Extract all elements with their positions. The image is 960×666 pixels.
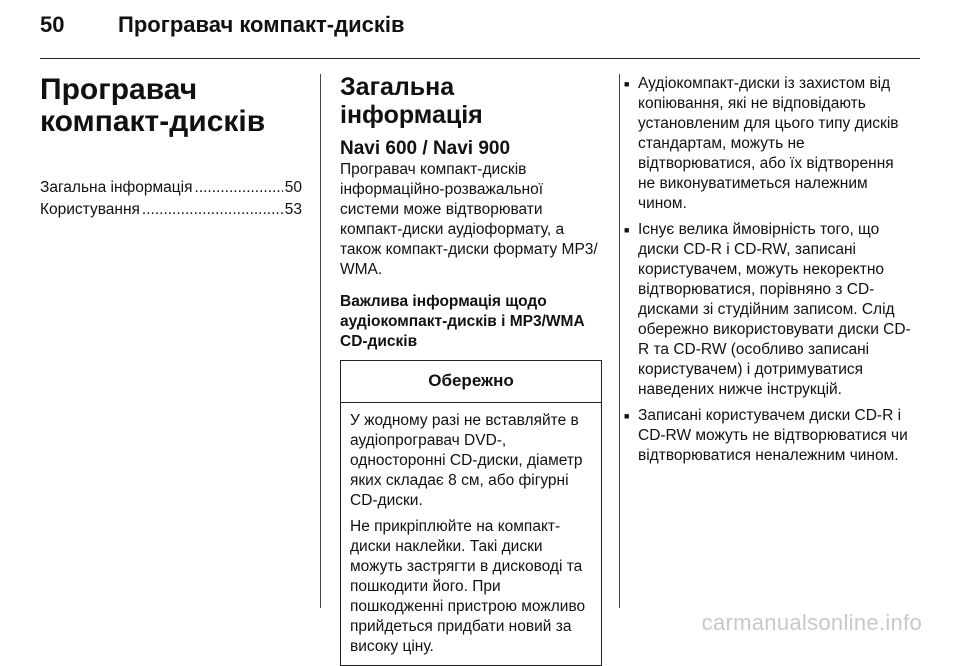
list-item bbox=[624, 406, 914, 466]
bullet-square-icon: ■ bbox=[624, 225, 630, 235]
page-number: 50 bbox=[40, 12, 65, 37]
caution-box bbox=[340, 360, 602, 666]
bullet-square-icon: ■ bbox=[624, 79, 630, 89]
intro-paragraph: Програвач компакт-дисків інформаційно-розважальної системи може відтворювати компакт-диски аудіоформату, а також компакт-диски формату MP3/ WMA. bbox=[340, 160, 598, 278]
list-item bbox=[624, 220, 914, 400]
model-subheading: Navi 600 / Navi 900 bbox=[340, 138, 511, 159]
toc-entry[interactable] bbox=[40, 199, 302, 221]
right-column bbox=[624, 74, 914, 472]
toc-label: Користування bbox=[40, 201, 140, 218]
toc-leader bbox=[142, 199, 283, 221]
toc-page: 53 bbox=[284, 201, 302, 218]
running-title: Програвач компакт-дисків bbox=[118, 12, 405, 37]
bullet-text: Аудіокомпакт-диски із захистом від копіювання, які не відповідають установленим для цього типу дисків стандартам, можуть не відтворюватися, або їх відтворення не виконуватиметься належним чином. bbox=[638, 75, 899, 212]
column-divider bbox=[619, 74, 620, 608]
toc-leader bbox=[195, 177, 283, 199]
bullet-text: Існує велика ймовірність того, що диски CD-R і CD-RW, записані користувачем, можуть некоректно відтворюватися, порівняно з CD-дисками зі студійним записом. Слід обережно використовувати диски CD-R та CD-RW (особливо записані користувачем) і дотримуватися наведених нижче інструкцій. bbox=[638, 221, 911, 398]
toc-entry[interactable] bbox=[40, 177, 302, 199]
header-rule bbox=[40, 58, 920, 59]
caution-paragraph: Не прикріплюйте на компакт-диски наклейки. Такі диски можуть застрягти в дисководі та пошкодити його. При пошкодженні пристрою можливо прийдеться придбати новий за високу ціну. bbox=[350, 517, 586, 655]
toc-label: Загальна інформація bbox=[40, 179, 193, 196]
middle-column bbox=[340, 74, 602, 666]
column-divider bbox=[320, 74, 321, 608]
table-of-contents bbox=[40, 177, 302, 221]
section-title: Загальна інформація bbox=[340, 73, 483, 129]
toc-page: 50 bbox=[284, 179, 302, 196]
chapter-title: Програвач компакт-дисків bbox=[40, 73, 266, 138]
bullet-square-icon: ■ bbox=[624, 411, 630, 421]
watermark: carmanualsonline.info bbox=[701, 610, 922, 635]
left-column bbox=[40, 74, 302, 221]
caution-body bbox=[341, 403, 601, 665]
important-heading: Важлива інформація щодо аудіокомпакт-дисків і MP3/WMA CD-дисків bbox=[340, 292, 585, 350]
bullet-text: Записані користувачем диски CD-R і CD-RW можуть не відтворюватися чи відтворюватися неналежним чином. bbox=[638, 407, 908, 464]
list-item bbox=[624, 74, 914, 214]
caution-title: Обережно bbox=[341, 361, 601, 403]
caution-paragraph: У жодному разі не вставляйте в аудіопрогравач DVD-, односторонні CD-диски, діаметр яких складає 8 см, або фігурні CD-диски. bbox=[350, 411, 583, 509]
